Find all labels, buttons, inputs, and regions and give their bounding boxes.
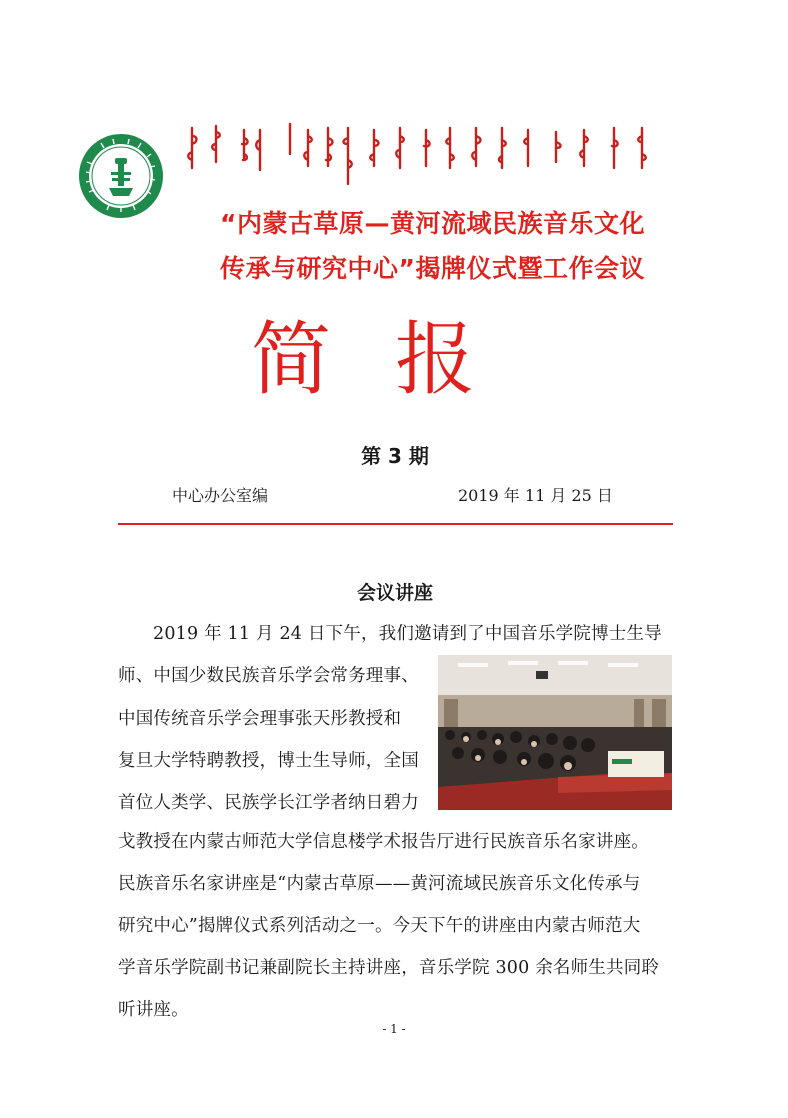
headline-line-2: 传承与研究中心”揭牌仪式暨工作会议 xyxy=(220,254,645,283)
university-logo-icon xyxy=(77,132,165,220)
headline-line-1: “内蒙古草原—黄河流域民族音乐文化 xyxy=(220,209,645,238)
issue-number: 第 3 期 xyxy=(361,444,429,468)
article-line: 2019 年 11 月 24 日下午，我们邀请到了中国音乐学院博士生导 xyxy=(153,624,662,644)
header-divider xyxy=(118,523,673,525)
article-line: 戈教授在内蒙古师范大学信息楼学术报告厅进行民族音乐名家讲座。 xyxy=(118,832,649,852)
editor-label: 中心办公室编 xyxy=(172,486,269,505)
lecture-hall-photo xyxy=(438,655,672,810)
article-line: 研究中心”揭牌仪式系列活动之一。今天下午的讲座由内蒙古师范大 xyxy=(118,916,641,936)
mongolian-script-title-icon xyxy=(186,120,671,190)
article-line: 学音乐学院副书记兼副院长主持讲座，音乐学院 300 余名师生共同聆 xyxy=(118,958,660,978)
bulletin-title: 简报 xyxy=(251,313,539,406)
article-line: 听讲座。 xyxy=(118,1000,189,1020)
article-line: 民族音乐名家讲座是“内蒙古草原——黄河流域民族音乐文化传承与 xyxy=(118,874,641,894)
article-title: 会议讲座 xyxy=(356,582,433,604)
issue-date: 2019 年 11 月 25 日 xyxy=(458,486,613,505)
article-line: 复旦大学特聘教授，博士生导师，全国 xyxy=(118,751,419,771)
article-line: 师、中国少数民族音乐学会常务理事、 xyxy=(118,666,419,686)
article-line: 首位人类学、民族学长江学者纳日碧力 xyxy=(118,793,419,813)
article-line: 中国传统音乐学会理事张天彤教授和 xyxy=(118,709,402,729)
page-number: - 1 - xyxy=(382,1022,406,1036)
